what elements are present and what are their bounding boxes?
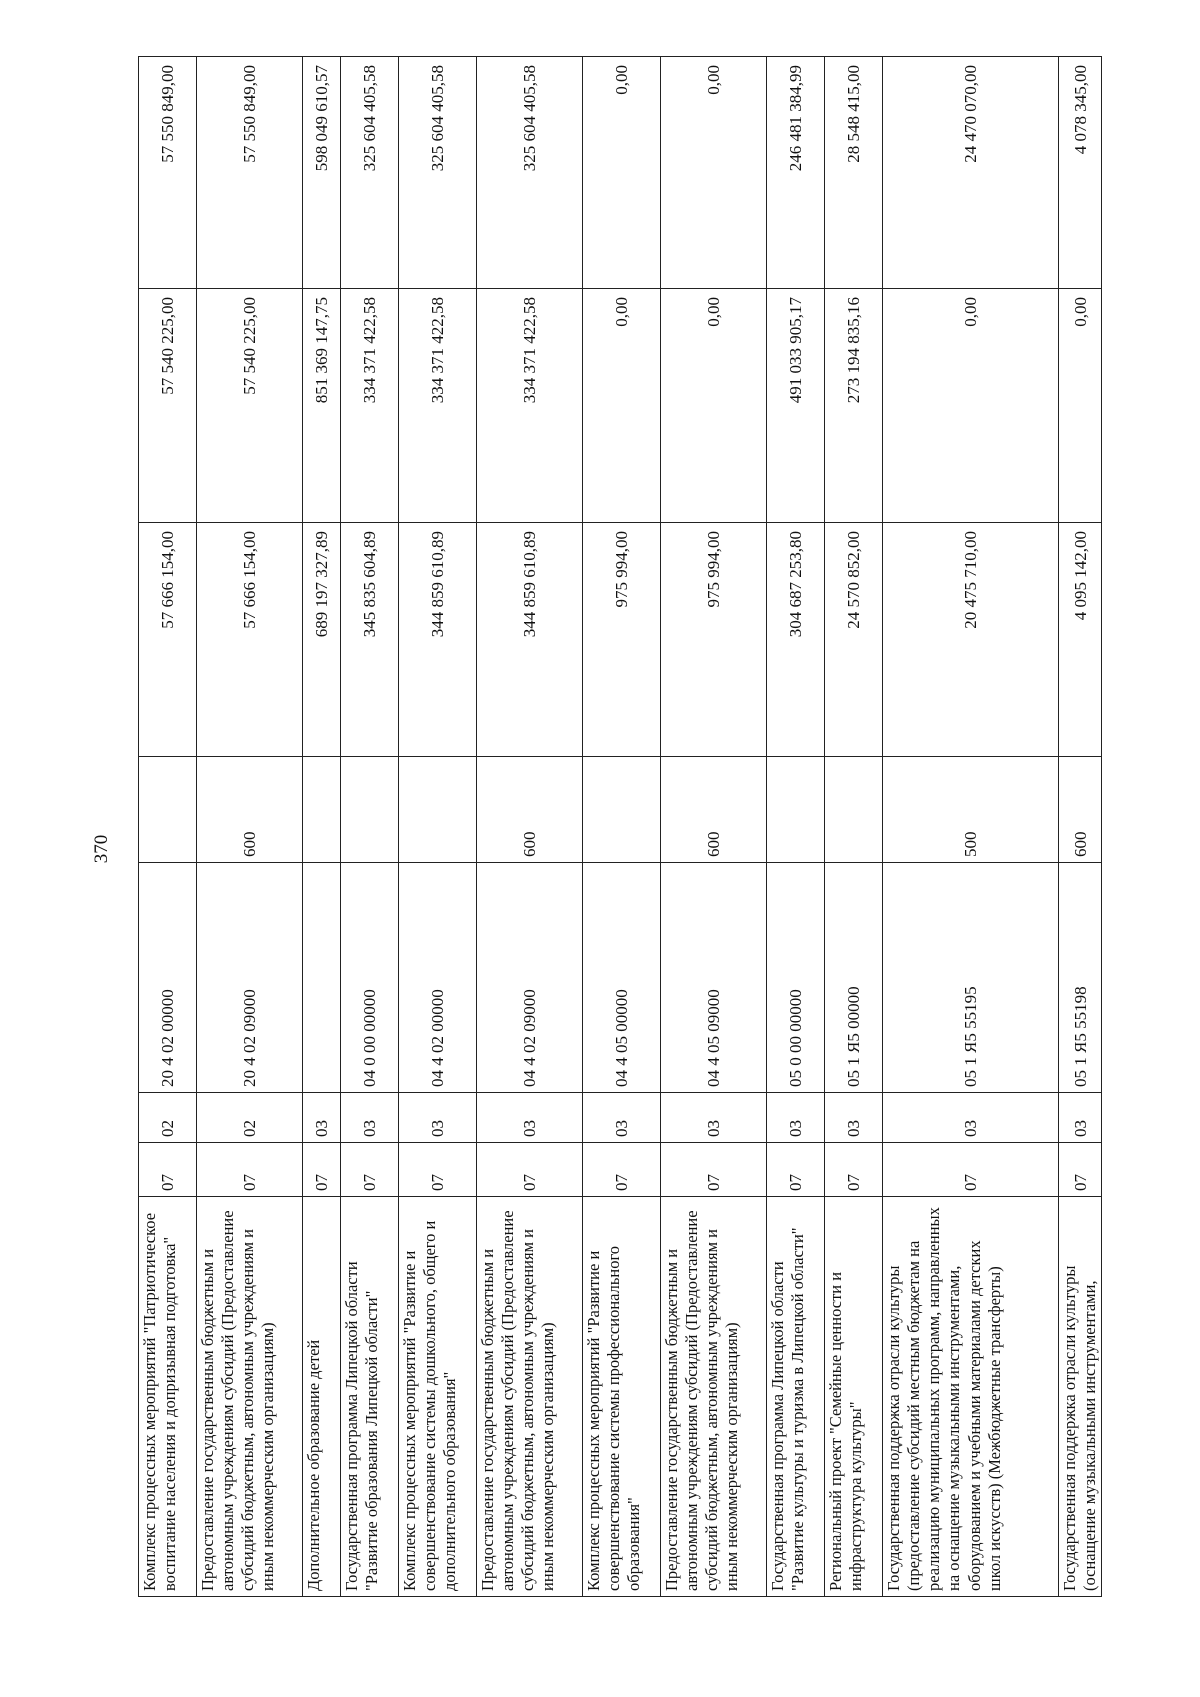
row-amount-3-cell: 28 548 415,00 (825, 57, 883, 289)
row-amount-2-cell: 0,00 (883, 289, 1059, 523)
row-target-article-cell: 04 4 02 00000 (399, 863, 477, 1093)
row-amount-1-cell: 975 994,00 (583, 523, 661, 757)
row-amount-3-cell: 0,00 (583, 57, 661, 289)
row-amount-3-cell: 57 550 849,00 (139, 57, 197, 289)
row-name-cell: Дополнительное образование детей (303, 1197, 341, 1597)
row-amount-2-cell: 0,00 (583, 289, 661, 523)
table-row (197, 57, 303, 1597)
row-amount-1-cell: 689 197 327,89 (303, 523, 341, 757)
row-amount-2-cell: 491 033 905,17 (767, 289, 825, 523)
row-target-article-cell (303, 863, 341, 1093)
row-name-cell: Комплекс процессных мероприятий "Развитие и совершенствование системы профессионального образования" (583, 1197, 661, 1597)
row-section-cell: 07 (197, 1143, 303, 1197)
row-expense-type-cell (303, 757, 341, 863)
row-name-cell: Государственная поддержка отрасли культуры (предоставление субсидий местным бюджетам на реализацию муниципальных программ, направленных на оснащение музыкальными инструментами, оборудованием и учебными материалами детских школ искусств) (Межбюджетные трансферты) (883, 1197, 1059, 1597)
row-amount-3-cell: 246 481 384,99 (767, 57, 825, 289)
row-subsection-cell: 02 (197, 1093, 303, 1143)
row-amount-3-cell: 325 604 405,58 (477, 57, 583, 289)
table-row (1059, 57, 1102, 1597)
row-section-cell: 07 (583, 1143, 661, 1197)
row-name-cell: Региональный проект "Семейные ценности и инфраструктура культуры" (825, 1197, 883, 1597)
row-name-cell: Предоставление государственным бюджетным и автономным учреждениям субсидий (Предоставление субсидий бюджетным, автономным учреждениям и иным некоммерческим организациям) (197, 1197, 303, 1597)
row-expense-type-cell (399, 757, 477, 863)
table-row (303, 57, 341, 1597)
row-section-cell: 07 (883, 1143, 1059, 1197)
row-amount-1-cell: 344 859 610,89 (477, 523, 583, 757)
row-amount-1-cell: 345 835 604,89 (341, 523, 399, 757)
row-expense-type-cell: 600 (1059, 757, 1102, 863)
row-target-article-cell: 04 0 00 00000 (341, 863, 399, 1093)
rotated-table-wrapper (138, 57, 1100, 1597)
row-amount-1-cell: 344 859 610,89 (399, 523, 477, 757)
row-subsection-cell: 03 (825, 1093, 883, 1143)
row-expense-type-cell: 500 (883, 757, 1059, 863)
row-section-cell: 07 (767, 1143, 825, 1197)
row-target-article-cell: 04 4 05 00000 (583, 863, 661, 1093)
row-section-cell: 07 (477, 1143, 583, 1197)
table-body (139, 57, 1102, 1597)
row-amount-3-cell: 0,00 (661, 57, 767, 289)
row-expense-type-cell: 600 (197, 757, 303, 863)
row-target-article-cell: 04 4 02 09000 (477, 863, 583, 1093)
row-amount-1-cell: 20 475 710,00 (883, 523, 1059, 757)
table-row (477, 57, 583, 1597)
row-subsection-cell: 03 (341, 1093, 399, 1143)
row-target-article-cell: 05 1 Я5 00000 (825, 863, 883, 1093)
row-section-cell: 07 (661, 1143, 767, 1197)
row-amount-1-cell: 4 095 142,00 (1059, 523, 1102, 757)
table-row (661, 57, 767, 1597)
row-amount-3-cell: 598 049 610,57 (303, 57, 341, 289)
row-section-cell: 07 (825, 1143, 883, 1197)
row-amount-2-cell: 273 194 835,16 (825, 289, 883, 523)
row-subsection-cell: 03 (1059, 1093, 1102, 1143)
row-name-cell: Государственная поддержка отрасли культуры (оснащение музыкальными инструментами, (1059, 1197, 1102, 1597)
table-row (767, 57, 825, 1597)
row-amount-3-cell: 24 470 070,00 (883, 57, 1059, 289)
row-amount-2-cell: 57 540 225,00 (139, 289, 197, 523)
row-subsection-cell: 02 (139, 1093, 197, 1143)
row-subsection-cell: 03 (883, 1093, 1059, 1143)
row-target-article-cell: 05 0 00 00000 (767, 863, 825, 1093)
row-target-article-cell: 05 1 Я5 55195 (883, 863, 1059, 1093)
row-expense-type-cell: 600 (477, 757, 583, 863)
table-row (341, 57, 399, 1597)
row-expense-type-cell (341, 757, 399, 863)
row-section-cell: 07 (1059, 1143, 1102, 1197)
row-name-cell: Государственная программа Липецкой области "Развитие культуры и туризма в Липецкой области" (767, 1197, 825, 1597)
row-amount-1-cell: 57 666 154,00 (197, 523, 303, 757)
row-expense-type-cell (767, 757, 825, 863)
row-name-cell: Комплекс процессных мероприятий "Патриотическое воспитание населения и допризывная подготовка" (139, 1197, 197, 1597)
row-amount-1-cell: 57 666 154,00 (139, 523, 197, 757)
row-name-cell: Предоставление государственным бюджетным и автономным учреждениям субсидий (Предоставление субсидий бюджетным, автономным учреждениям и иным некоммерческим организациям) (661, 1197, 767, 1597)
row-subsection-cell: 03 (399, 1093, 477, 1143)
row-amount-3-cell: 325 604 405,58 (341, 57, 399, 289)
row-amount-2-cell: 0,00 (661, 289, 767, 523)
row-expense-type-cell (825, 757, 883, 863)
row-target-article-cell: 20 4 02 09000 (197, 863, 303, 1093)
row-subsection-cell: 03 (767, 1093, 825, 1143)
row-subsection-cell: 03 (661, 1093, 767, 1143)
row-amount-1-cell: 975 994,00 (661, 523, 767, 757)
row-section-cell: 07 (303, 1143, 341, 1197)
table-row (583, 57, 661, 1597)
row-amount-2-cell: 57 540 225,00 (197, 289, 303, 523)
table-row (139, 57, 197, 1597)
row-target-article-cell: 05 1 Я5 55198 (1059, 863, 1102, 1093)
row-subsection-cell: 03 (477, 1093, 583, 1143)
table-row (883, 57, 1059, 1597)
row-section-cell: 07 (341, 1143, 399, 1197)
row-amount-2-cell: 334 371 422,58 (341, 289, 399, 523)
row-amount-2-cell: 0,00 (1059, 289, 1102, 523)
row-expense-type-cell: 600 (661, 757, 767, 863)
budget-table (138, 56, 1102, 1597)
row-amount-2-cell: 334 371 422,58 (477, 289, 583, 523)
page-number: 370 (91, 834, 112, 864)
row-expense-type-cell (139, 757, 197, 863)
row-amount-3-cell: 4 078 345,00 (1059, 57, 1102, 289)
row-amount-3-cell: 57 550 849,00 (197, 57, 303, 289)
row-amount-2-cell: 851 369 147,75 (303, 289, 341, 523)
row-amount-2-cell: 334 371 422,58 (399, 289, 477, 523)
table-row (825, 57, 883, 1597)
row-target-article-cell: 04 4 05 09000 (661, 863, 767, 1093)
row-amount-3-cell: 325 604 405,58 (399, 57, 477, 289)
row-target-article-cell: 20 4 02 00000 (139, 863, 197, 1093)
row-name-cell: Государственная программа Липецкой области "Развитие образования Липецкой области" (341, 1197, 399, 1597)
row-name-cell: Комплекс процессных мероприятий "Развитие и совершенствование системы дошкольного, общего и дополнительного образования" (399, 1197, 477, 1597)
row-expense-type-cell (583, 757, 661, 863)
row-amount-1-cell: 304 687 253,80 (767, 523, 825, 757)
row-section-cell: 07 (399, 1143, 477, 1197)
row-subsection-cell: 03 (303, 1093, 341, 1143)
table-row (399, 57, 477, 1597)
row-name-cell: Предоставление государственным бюджетным и автономным учреждениям субсидий (Предоставление субсидий бюджетным, автономным учреждениям и иным некоммерческим организациям) (477, 1197, 583, 1597)
row-amount-1-cell: 24 570 852,00 (825, 523, 883, 757)
row-section-cell: 07 (139, 1143, 197, 1197)
row-subsection-cell: 03 (583, 1093, 661, 1143)
